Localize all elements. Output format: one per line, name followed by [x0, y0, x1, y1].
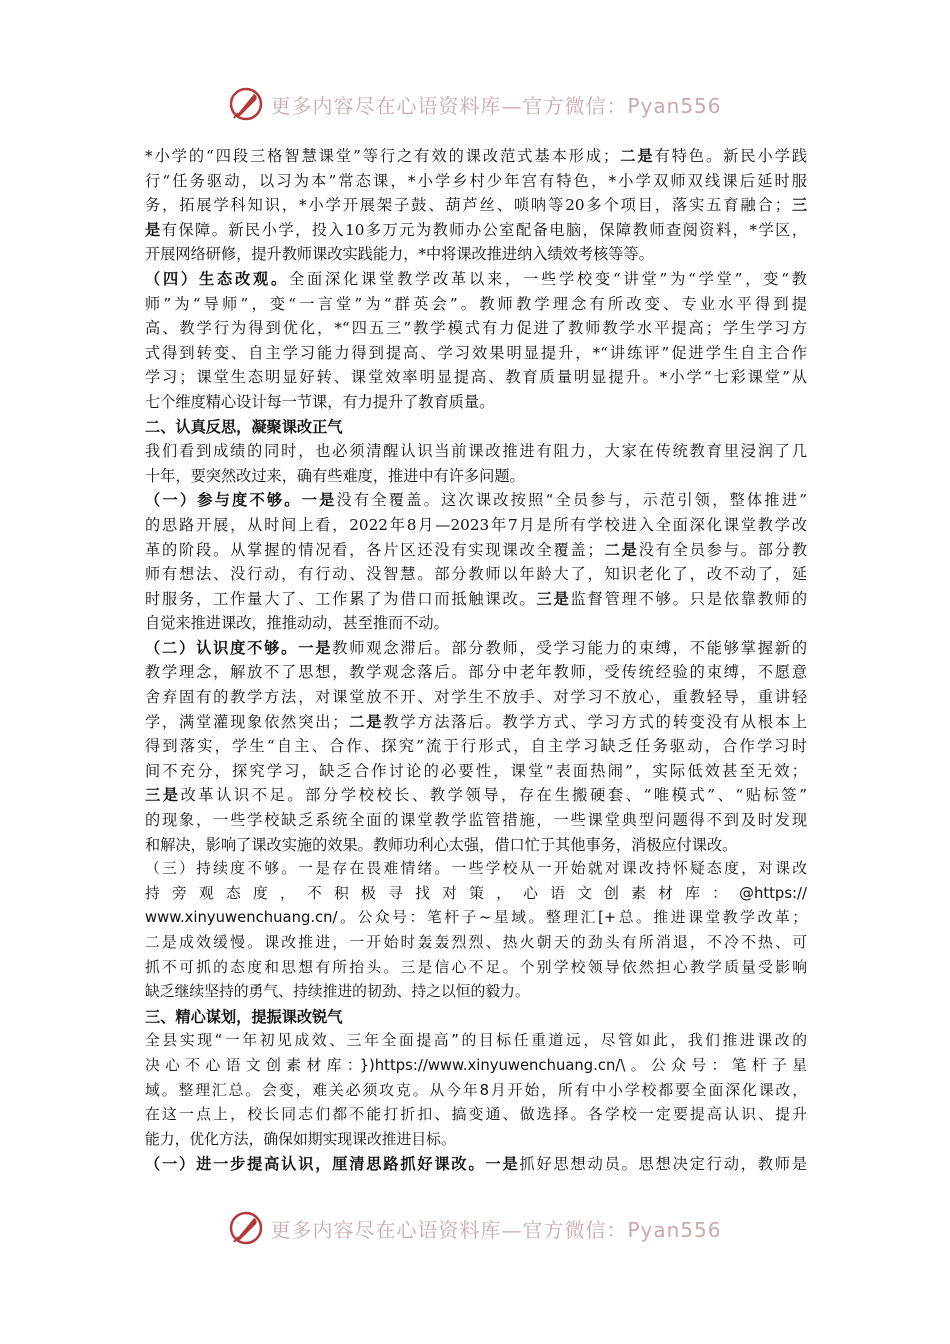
paragraph	[145, 857, 807, 1005]
text-run: 的思路开展，从时间上看，2022年8月—2023年7月是所有学校进入全面深化课堂教学改	[145, 515, 807, 534]
text-line	[145, 218, 807, 243]
text-line	[145, 660, 807, 685]
text-run: 七个维度精心设计每一节课，有力提升了教育质量。	[145, 392, 495, 411]
bold-text: （四）生态改观。	[145, 269, 289, 288]
quill-logo-icon	[228, 86, 264, 122]
text-run: 开展网络研修，提升教师课改实践能力，*中将课改推进纳入绩效考核等等。	[145, 245, 654, 264]
bold-text: 三	[789, 196, 807, 215]
paragraph	[145, 1005, 807, 1030]
text-run: www.xinyuwenchuang.cn/。公众号：笔杆子~星域。整理汇[+总。推进课堂教学改革；	[145, 909, 807, 927]
text-line	[145, 685, 807, 710]
text-run: 抓不可抓的态度和思想有所抬头。三是信心不足。个别学校领导依然担心教学质量受影响	[145, 958, 807, 976]
text-run: 高、教学行为得到优化，*“四五三”教学模式有力促进了教师教学水平提高；学生学习方	[145, 319, 807, 338]
text-run: 有保障。新民小学，投入10多万元为教师办公室配备电脑，保障教师查阅资料，*学区，	[161, 220, 807, 239]
text-line	[145, 390, 807, 415]
text-line	[145, 759, 807, 784]
text-line	[145, 611, 807, 636]
text-line	[145, 316, 807, 341]
text-run: *小学的“四段三格智慧课堂”等行之有效的课改范式基本形成；	[145, 147, 619, 165]
text-line	[145, 1005, 807, 1030]
text-line	[145, 169, 807, 194]
watermark-footer	[0, 1208, 950, 1248]
text-run: 二是成效缓慢。课改推进，一开始时轰轰烈烈、热火朝天的劲头有所消退，不冷不热、可	[145, 934, 807, 951]
text-run: 域。整理汇总。会变，难关必须攻克。从今年8月开始，所有中小学校都要全面深化课改，	[145, 1081, 807, 1099]
text-line	[145, 415, 807, 440]
text-line	[145, 193, 807, 218]
text-line	[145, 341, 807, 366]
bold-text: 三是	[145, 786, 181, 805]
text-line	[145, 734, 807, 759]
bold-text: 二是	[618, 147, 655, 165]
text-line	[145, 464, 807, 489]
text-run: 在这一点上，校长同志们都不能打折扣、搞变通、做选择。各学校一定要提高认识、提升	[145, 1106, 807, 1124]
text-run: 缺乏继续坚持的勇气、持续推进的韧劲、持之以恒的毅力。	[145, 983, 530, 1001]
text-line	[145, 488, 807, 513]
text-line	[145, 365, 807, 390]
text-run: 的现象，一些学校缺乏系统全面的课堂教学监管措施，一些课堂典型问题得不到及时发现	[145, 811, 807, 830]
paragraph	[145, 488, 807, 636]
text-line	[145, 587, 807, 612]
text-line	[145, 242, 807, 267]
text-line	[145, 144, 807, 169]
text-run: 没有全员参与。部分教	[638, 540, 807, 559]
text-run: 学，满堂灌现象依然突出；	[145, 712, 348, 731]
text-run: 改革认识不足。部分学校校长、教学领导，存在生搬硬套、“唯模式”、“贴标签”	[180, 786, 807, 805]
text-line	[145, 1054, 807, 1079]
text-line	[145, 439, 807, 464]
paragraph	[145, 1029, 807, 1152]
paragraph	[145, 1152, 807, 1177]
text-run: 自觉来推进课改，推推动动，甚至推而不动。	[145, 614, 449, 633]
text-run: 监督管理不够。只是依靠教师的	[570, 589, 807, 608]
bold-text: 三是	[536, 589, 571, 608]
text-line	[145, 513, 807, 538]
text-line	[145, 808, 807, 833]
quill-logo-icon	[228, 1210, 264, 1246]
bold-text: （一）参与度不够。一是	[145, 491, 337, 510]
text-run: 革的阶段。从掌握的情况看，各片区还没有实现课改全覆盖；	[145, 540, 603, 559]
text-line	[145, 1103, 807, 1128]
document-body	[145, 144, 807, 1177]
text-line	[145, 783, 807, 808]
bold-text: 二是	[347, 712, 384, 731]
watermark-text: 更多内容尽在心语资料库—官方微信：Pyan556	[270, 1217, 722, 1242]
text-line	[145, 538, 807, 563]
paragraph	[145, 144, 807, 267]
text-run: 我们看到成绩的同时，也必须清醒认识当前课改推进有阻力，大家在传统教育里浸润了几	[145, 442, 807, 461]
text-line	[145, 1079, 807, 1104]
text-run: 十年，要突然改过来，确有些难度，推进中有许多问题。	[145, 466, 525, 485]
text-line	[145, 292, 807, 317]
text-line	[145, 882, 807, 907]
paragraph	[145, 267, 807, 415]
text-run: 全县实现“一年初见成效、三年全面提高”的目标任重道远，尽管如此，我们推进课改的	[145, 1032, 807, 1050]
bold-text: （一）进一步提高认识，厘清思路抓好课改。一是	[145, 1155, 520, 1174]
paragraph	[145, 415, 807, 440]
paragraph	[145, 636, 807, 857]
bold-text: （二）认识度不够。一是	[145, 638, 333, 657]
bold-text: 是	[145, 220, 162, 239]
text-run: 师有想法、没行动，有行动、没智慧。部分教师以年龄大了，知识老化了，改不动了，延	[145, 565, 807, 584]
text-line	[145, 956, 807, 981]
text-line	[145, 833, 807, 858]
text-run: 教学方法落后。教学方式、学习方式的转变没有从根本上	[383, 712, 807, 731]
text-line	[145, 1152, 807, 1177]
watermark-header	[0, 84, 950, 124]
text-line	[145, 906, 807, 931]
text-line	[145, 980, 807, 1005]
text-run: 教师观念滞后。部分教师，受学习能力的束缚，不能够掌握新的	[332, 638, 807, 657]
text-line	[145, 931, 807, 956]
text-line	[145, 1029, 807, 1054]
paragraph	[145, 439, 807, 488]
text-run: 能力，优化方法，确保如期实现课改推进目标。	[145, 1130, 456, 1148]
text-run: 舍弃固有的教学方法，对课堂放不开、对学生不放手、对学习不放心，重教轻导，重讲轻	[145, 688, 807, 707]
bold-text: 二、认真反思，凝聚课改正气	[145, 417, 343, 436]
text-line	[145, 267, 807, 292]
text-run: 教学理念，解放不了思想，教学观念落后。部分中老年教师，受传统经验的束缚，不愿意	[145, 663, 807, 682]
text-run: 全面深化课堂教学改革以来，一些学校变“讲堂”为“学堂”，变“教	[288, 269, 807, 288]
text-run: 式得到转变、自主学习能力得到提高、学习效果明显提升，*“讲练评”促进学生自主合作	[145, 343, 807, 362]
text-run: 时服务，工作量大了、工作累了为借口而抵触课改。	[145, 589, 537, 608]
text-run: 决心不心语文创素材库：})https://www.xinyuwenchuang.cn/\。公众号：笔杆子星	[145, 1056, 807, 1074]
text-line	[145, 636, 807, 661]
text-line	[145, 857, 807, 882]
text-run: 务，拓展学科知识，*小学开展架子鼓、葫芦丝、唢呐等20多个项目，落实五育融合；	[145, 196, 790, 215]
bold-text: 二是	[602, 540, 639, 559]
text-run: 没有全覆盖。这次课改按照“全员参与，示范引领，整体推进”	[336, 491, 807, 510]
bold-text: 三、精心谋划，提振课改锐气	[145, 1007, 343, 1026]
text-run: 间不充分，探究学习，缺乏合作讨论的必要性，课堂“表面热闹”，实际低效甚至无效；	[145, 761, 807, 780]
text-line	[145, 562, 807, 587]
text-run: 有特色。新民小学践	[654, 147, 807, 165]
text-run: 持 旁 观 态 度 ， 不 积 极 寻 找 对 策 ， 心 语 文 创 素 材 库 ： @https://	[145, 884, 807, 902]
text-run: 得到落实，学生“自主、合作、探究”流于行形式，自主学习缺乏任务驱动，合作学习时	[145, 737, 807, 756]
text-run: 行“任务驱动，以习为本”常态课，*小学乡村少年宫有特色，*小学双师双线课后延时服	[145, 171, 807, 190]
text-line	[145, 1128, 807, 1153]
text-run: （三）持续度不够。一是存在畏难情绪。一些学校从一开始就对课改持怀疑态度，对课改	[145, 860, 807, 878]
text-run: 抓好思想动员。思想决定行动，教师是	[519, 1155, 807, 1174]
text-run: 学习；课堂生态明显好转、课堂效率明显提高、教育质量明显提升。*小学“七彩课堂”从	[145, 368, 807, 387]
watermark-text: 更多内容尽在心语资料库—官方微信：Pyan556	[270, 93, 722, 118]
text-line	[145, 710, 807, 735]
text-run: 和解决，影响了课改实施的效果。教师功利心太强，借口忙于其他事务，消极应付课改。	[145, 835, 738, 854]
text-run: 师”为“导师”，变“一言堂”为“群英会”。教师教学理念有所改变、专业水平得到提	[145, 294, 807, 313]
